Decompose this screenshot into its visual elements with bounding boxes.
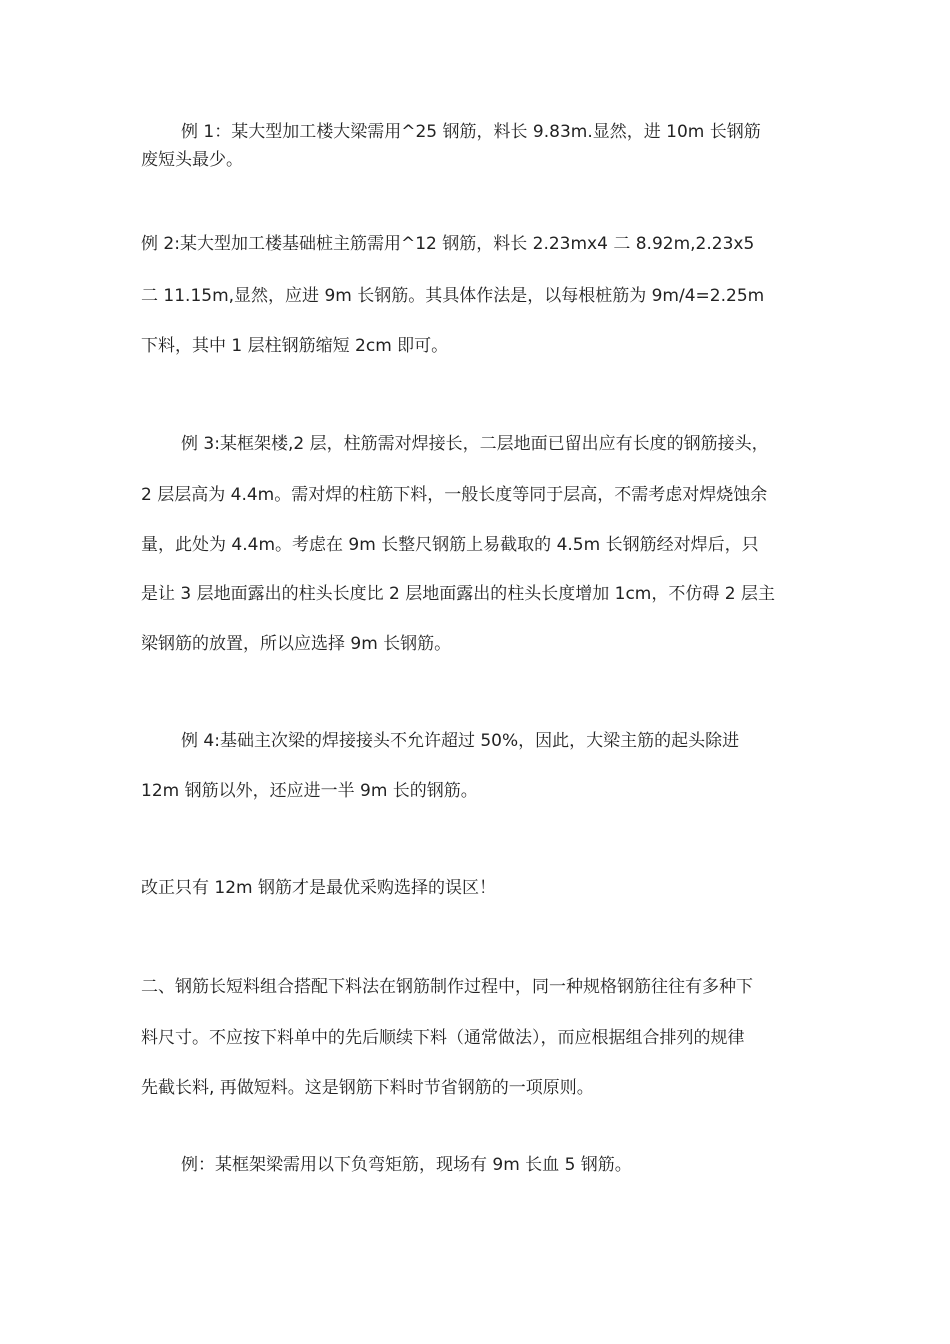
text-line: 二、钢筋长短料组合搭配下料法在钢筋制作过程中，同一种规格钢筋往往有多种下 (141, 977, 753, 997)
text-line: 梁钢筋的放置，所以应选择 9m 长钢筋。 (141, 634, 452, 654)
text-line: 废短头最少。 (141, 150, 243, 170)
text-line: 12m 钢筋以外，还应进一半 9m 长的钢筋。 (141, 781, 478, 801)
text-line: 料尺寸。不应按下料单中的先后顺续下料（通常做法），而应根据组合排列的规律 (141, 1028, 745, 1048)
text-line: 例 1：某大型加工楼大梁需用^25 钢筋，料长 9.83m.显然，进 10m 长钢筋 (181, 122, 761, 142)
text-line: 先截长料, 再做短料。这是钢筋下料时节省钢筋的一项原则。 (141, 1078, 594, 1098)
text-line: 下料，其中 1 层柱钢筋缩短 2cm 即可。 (141, 336, 449, 356)
text-line: 改正只有 12m 钢筋才是最优采购选择的误区！ (141, 878, 496, 898)
text-line: 例 3:某框架楼,2 层，柱筋需对焊接长，二层地面已留出应有长度的钢筋接头， (181, 434, 769, 454)
text-line: 是让 3 层地面露出的柱头长度比 2 层地面露出的柱头长度增加 1cm，不仿碍 2 层主 (141, 584, 775, 604)
text-line: 量，此处为 4.4m。考虑在 9m 长整尺钢筋上易截取的 4.5m 长钢筋经对焊后，只 (141, 535, 759, 555)
text-line: 例：某框架梁需用以下负弯矩筋，现场有 9m 长血 5 钢筋。 (181, 1155, 632, 1175)
text-line: 二 11.15m,显然，应进 9m 长钢筋。其具体作法是，以每根桩筋为 9m/4=2.25m (141, 286, 765, 306)
text-line: 例 2:某大型加工楼基础桩主筋需用^12 钢筋，料长 2.23mx4 二 8.92m,2.23x5 (141, 234, 755, 254)
text-line: 例 4:基础主次梁的焊接接头不允许超过 50%，因此，大梁主筋的起头除进 (181, 731, 740, 751)
text-line: 2 层层高为 4.4m。需对焊的柱筋下料，一般长度等同于层高，不需考虑对焊烧蚀余 (141, 485, 768, 505)
